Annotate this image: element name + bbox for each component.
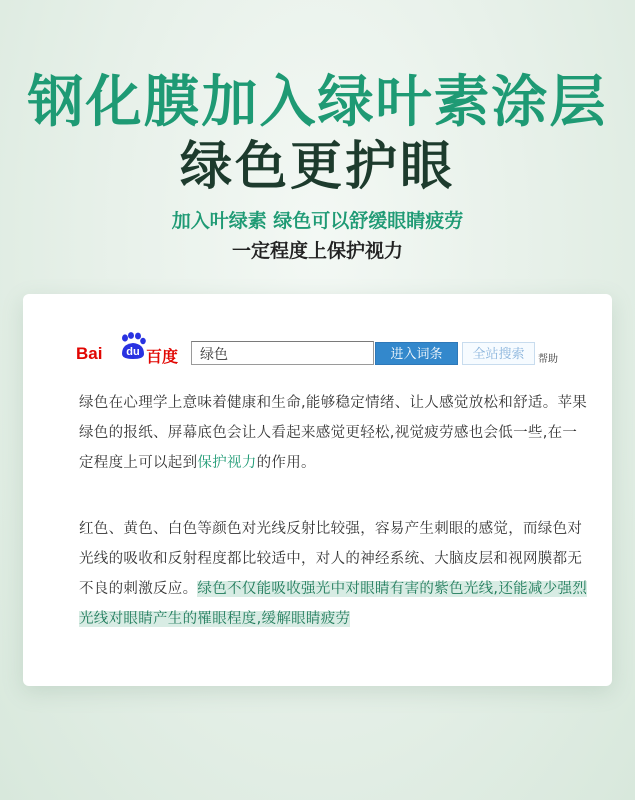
tagline-primary: 加入叶绿素 绿色可以舒缓眼睛疲劳 [171,210,464,232]
logo-du-text: du [126,346,140,358]
protect-vision-link[interactable]: 保护视力 [197,455,257,471]
paragraph-2-text: 红色、黄色、白色等颜色对光线反射比较强，容易产生刺眼的感觉，而绿色对光线的吸收和反射程度都比较适中，对人的神经系统、大脑皮层和视网膜都无不良的刺激反应。 [79,521,583,597]
article-paragraph-1 [79,388,589,478]
main-title: 钢化膜加入绿叶素涂层 [27,70,608,135]
article-paragraph-2 [79,514,589,634]
site-search-button[interactable]: 全站搜索 [462,342,535,365]
logo-cn-text: 百度 [146,347,179,366]
relieve-eye-fatigue-highlight: 缓解眼睛疲劳 [261,611,351,627]
paragraph-1-text: 绿色在心理学上意味着健康和生命,能够稳定情绪、让人感觉放松和舒适。苹果绿色的报纸、屏幕底色会让人看起来感觉更轻松,视觉疲劳感也会低一些,在一定程度上可以起到 [79,395,588,471]
logo-bai-text: Bai [76,344,103,363]
help-link[interactable]: 帮助 [538,354,558,365]
highlighted-text: 绿色不仅能吸收强光中对眼睛有害的紫色光线,还能减少强烈光线对眼睛产生的罹眼程度, [79,581,588,627]
baidu-logo[interactable] [56,330,186,366]
paragraph-1-tail: 的作用。 [256,455,316,471]
enter-entry-button[interactable]: 进入词条 [375,342,458,365]
search-input[interactable]: 绿色 [191,341,374,365]
main-subtitle: 绿色更护眼 [179,137,455,197]
tagline-secondary: 一定程度上保护视力 [231,240,403,262]
